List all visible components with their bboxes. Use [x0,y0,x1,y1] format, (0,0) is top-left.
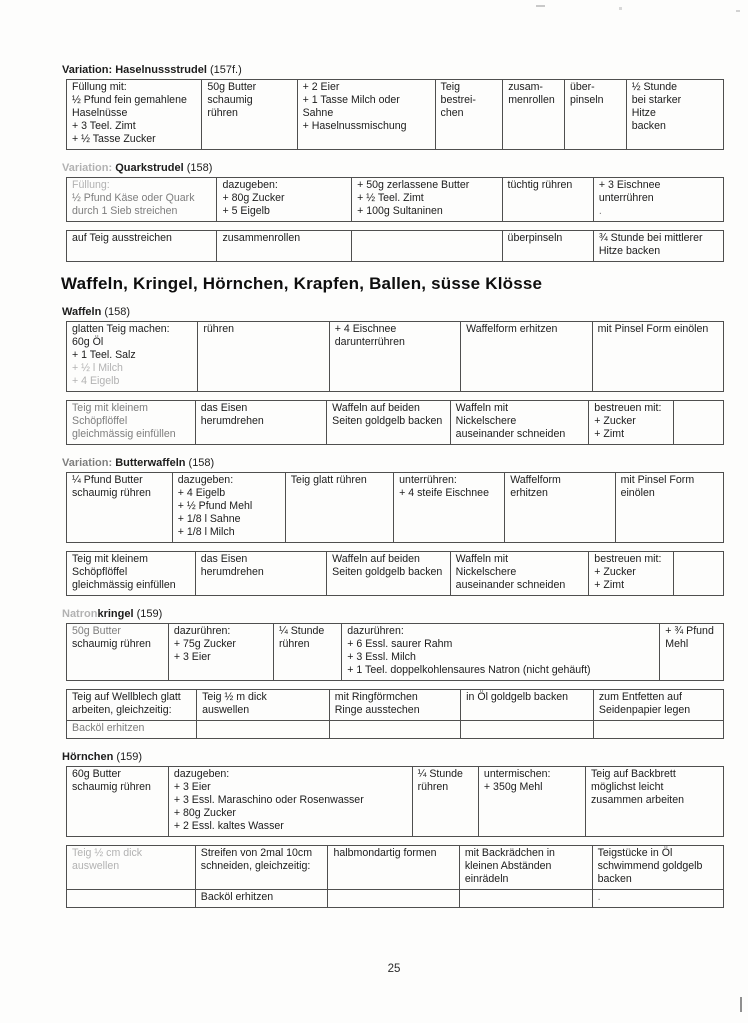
table-cell [329,322,460,392]
recipe-table [66,230,724,262]
cell-line: + 1/8 l Sahne [177,513,241,525]
cell-line: + 2 Essl. kaltes Wasser [173,820,284,832]
cell-line: Teig [440,81,460,93]
section-label [62,306,724,318]
table-body [67,231,724,262]
cell-line: Haselnüsse [72,107,128,119]
cell-line: Nickelschere [455,415,517,427]
table-cell [660,624,724,681]
cell-line: 50g Butter [72,625,121,637]
cell-line: Waffeln mit [455,402,509,414]
table-cell [67,767,169,837]
table-cell [502,178,593,222]
cell-line: + 2 Eier [302,81,340,93]
table-cell [586,767,724,837]
cell-line: Backöl erhitzen [72,722,145,734]
cell-line: + Zucker [594,566,636,578]
cell-line: das Eisen [200,402,248,414]
table-cell [435,80,503,150]
cell-line: schneiden, gleichzeitig: [200,860,311,872]
table-cell [67,690,197,721]
cell-line: auswellen [202,704,250,716]
table-body [67,401,724,445]
table-cell [168,767,412,837]
cell-line: zum Entfetten auf [598,691,682,703]
table-row [67,846,724,890]
table-row [67,552,724,596]
cell-line: auswellen [72,860,120,872]
recipe-section [62,162,724,262]
table-cell [589,552,674,596]
recipe-table [66,766,724,837]
cell-line: Teig ½ cm dick [72,847,143,859]
table-cell [67,473,173,543]
recipe-section [62,751,724,908]
section-label [62,64,724,76]
table-row [67,690,724,721]
cell-line: ½ Pfund fein gemahlene [72,94,187,106]
section-label-segment: (159) [116,751,143,763]
cell-line: halbmondartig formen [333,847,437,859]
table-body [67,846,724,908]
table-cell [327,401,451,445]
cell-line: 60g Butter [72,768,121,780]
cell-line: . [597,891,601,903]
cell-line: Waffeln mit [455,553,509,565]
table-cell [67,721,197,739]
main-heading: Waffeln, Kringel, Hörnchen, Krapfen, Ballen, süsse Klösse [61,274,543,293]
recipe-table [66,845,724,908]
section-label-segment: Variation: [62,457,116,469]
cell-line: schaumig rühren [72,487,151,499]
table-cell [67,178,217,222]
cell-line: Teig auf Wellblech glatt [72,691,181,703]
cell-line: zusammen arbeiten [591,794,685,806]
table-cell [593,721,723,739]
table-cell [592,322,723,392]
cell-line: + 1/8 l Milch [177,526,235,538]
table-cell [626,80,723,150]
table-cell [503,80,565,150]
cell-line: + Zimt [594,428,625,440]
cell-line: Nickelschere [455,566,517,578]
table-cell [589,401,674,445]
cell-line: + 350g Mehl [483,781,543,793]
cell-line: auseinander schneiden [455,428,566,440]
table-body [67,473,724,543]
table-cell [297,80,435,150]
table-cell [459,846,592,890]
table-cell [168,624,273,681]
cell-line: unterrühren [598,192,654,204]
table-cell [172,473,285,543]
table-row [67,231,724,262]
cell-line: auf Teig ausstreichen [72,232,172,244]
cell-line: Seiten goldgelb backen [332,566,443,578]
cell-line: + Zucker [594,415,636,427]
table-cell [564,80,626,150]
cell-line: Seiten goldgelb backen [332,415,443,427]
table-body [67,322,724,392]
cell-line: + 50g zerlassene Butter [357,179,470,191]
section-label [62,457,724,469]
cell-line: mit Pinsel Form [620,474,695,486]
recipe-table [66,551,724,596]
cell-line: + 80g Zucker [173,807,236,819]
section-label-segment: Hörnchen [62,751,117,763]
cell-line: in Öl goldgelb backen [466,691,569,703]
cell-line: + 1 Teel. Salz [72,349,136,361]
table-body [67,624,724,681]
cell-line: einölen [620,487,655,499]
cell-line: backen [631,120,666,132]
cell-line: 50g Butter [207,81,257,93]
table-cell [592,890,723,908]
recipe-table [66,400,724,445]
table-row [67,721,724,739]
cell-line: mit Pinsel Form einölen [597,323,709,335]
cell-line: das Eisen [200,553,248,565]
table-cell [592,846,723,890]
section-label-segment: (157f.) [209,64,242,76]
cell-line: Teig auf Backbrett [591,768,676,780]
cell-line: + 3 Teel. Zimt [72,120,136,132]
table-cell [67,624,169,681]
table-cell [67,80,202,150]
table-cell [217,231,352,262]
table-cell [217,178,352,222]
table-cell [394,473,505,543]
cell-line: + Zimt [594,579,625,591]
cell-line: + ½ l Milch [72,362,123,374]
cell-line: ½ Pfund Käse oder Quark [72,192,195,204]
table-cell [459,890,592,908]
cell-line: untermischen: [483,768,551,780]
cell-line: Waffelform erhitzen [466,323,558,335]
cell-line: + 3 Eier [173,781,211,793]
table-cell [461,690,594,721]
scan-artifact-right-edge-bottom [740,997,742,1012]
table-cell [195,846,328,890]
table-cell [412,767,478,837]
document-page [61,64,724,920]
cell-line: + 1 Teel. doppelkohlensaures Natron (nicht gehäuft) [347,664,591,676]
cell-line: . [598,205,602,217]
table-cell [202,80,297,150]
cell-line: herumdrehen [200,566,264,578]
section-label-segment: (158) [186,162,213,174]
table-cell [67,231,217,262]
table-cell [450,552,589,596]
table-cell [273,624,341,681]
cell-line: glatten Teig machen: [72,323,170,335]
cell-line: Seidenpapier legen [598,704,691,716]
cell-line: ½ Stunde [631,81,678,93]
table-cell [285,473,393,543]
cell-line: Ringe ausstechen [334,704,420,716]
table-cell [615,473,723,543]
table-row [67,890,724,908]
table-body [67,552,724,596]
cell-line: + 4 Eigelb [72,375,120,387]
table-body [67,690,724,739]
cell-line: mit Backrädchen in [464,847,555,859]
table-body [67,80,724,150]
table-cell [593,178,723,222]
cell-line: menrollen [508,94,555,106]
section-label [62,608,724,620]
table-cell [195,401,326,445]
table-row [67,401,724,445]
cell-line: + 3 Eier [173,651,211,663]
recipe-section [62,608,724,739]
table-cell [502,231,593,262]
cell-line: bestreuen mit: [594,553,662,565]
recipe-table [66,177,724,222]
recipe-table [66,79,724,150]
table-cell [327,552,451,596]
section-label-segment: Waffeln [62,306,105,318]
table-cell [352,178,502,222]
cell-line: durch 1 Sieb streichen [72,205,178,217]
cell-line: + 3 Essl. Milch [347,651,416,663]
cell-line: Hitze [631,107,656,119]
cell-line: + 4 Eigelb [177,487,226,499]
cell-line: möglichst leicht [591,781,664,793]
table-cell [329,690,460,721]
cell-line: dazugeben: [222,179,278,191]
cell-line: bestreuen mit: [594,402,662,414]
table-cell [67,552,196,596]
cell-line: + ½ Teel. Zimt [357,192,424,204]
recipe-section [62,457,724,596]
cell-line: über- [569,81,595,93]
table-cell [328,890,459,908]
cell-line: ¾ Stunde bei mittlerer [598,232,703,244]
cell-line: mit Ringförmchen [334,691,418,703]
cell-line: + 80g Zucker [222,192,285,204]
section-label-segment: kringel [97,608,137,620]
cell-line: rühren [203,323,235,335]
table-cell [195,552,326,596]
cell-line: Waffeln auf beiden [332,553,420,565]
cell-line: bei starker [631,94,682,106]
cell-line: Teig mit kleinem [72,553,148,565]
section-label-segment: (158) [188,457,215,469]
section-label-segment: (159) [136,608,163,620]
table-cell [674,552,724,596]
cell-line: rühren [207,107,238,119]
table-cell [197,690,330,721]
cell-line: Teig glatt rühren [290,474,367,486]
cell-line: schaumig rühren [72,638,151,650]
section-label-segment: Quarkstrudel [115,162,187,174]
recipe-section [62,306,724,445]
cell-line: kleinen Abständen [464,860,552,872]
cell-line: schaumig rühren [72,781,151,793]
section-label-segment: Haselnussstrudel [115,64,210,76]
table-cell [342,624,660,681]
section-label-segment: Variation: [62,64,116,76]
cell-line: einrädeln [464,873,509,885]
scan-artifact-top-speck [619,7,622,10]
cell-line: zusam- [508,81,543,93]
table-row [67,80,724,150]
cell-line: dazugeben: [173,768,230,780]
table-cell [461,322,592,392]
cell-line: + 5 Eigelb [222,205,270,217]
cell-line: ¼ Pfund Butter [72,474,143,486]
cell-line: gleichmässig einfüllen [72,428,176,440]
cell-line: schwimmend goldgelb [597,860,703,872]
cell-line: Streifen von 2mal 10cm [200,847,313,859]
cell-line: gleichmässig einfüllen [72,579,176,591]
recipe-table [66,689,724,739]
cell-line: + ½ Tasse Zucker [72,133,156,145]
cell-line: Waffeln auf beiden [332,402,420,414]
table-cell [67,401,196,445]
cell-line: dazurühren: [173,625,231,637]
cell-line: schaumig [207,94,253,106]
cell-line: Teig mit kleinem [72,402,148,414]
cell-line: Teigstücke in Öl [597,847,673,859]
section-label-segment: Butterwaffeln [115,457,189,469]
section-label-segment: Natron [62,608,98,620]
table-row [67,624,724,681]
table-cell [198,322,329,392]
section-label-segment: Variation: [62,162,116,174]
cell-line: Mehl [665,638,689,650]
recipe-section [62,64,724,150]
cell-line: dazugeben: [177,474,234,486]
recipe-table [66,321,724,392]
table-cell [674,401,724,445]
table-cell [593,690,723,721]
cell-line: Hitze backen [598,245,661,257]
cell-line: unterrühren: [399,474,457,486]
table-cell [505,473,615,543]
cell-line: überpinseln [507,232,563,244]
cell-line: Schöpflöffel [72,415,128,427]
cell-line: Füllung: [72,179,110,191]
table-row [67,322,724,392]
scan-artifact-top-dash [536,5,545,7]
cell-line: pinseln [569,94,604,106]
cell-line: bestrei- [440,94,476,106]
cell-line: + 3 Essl. Maraschino oder Rosenwasser [173,794,364,806]
cell-line: rühren [278,638,310,650]
table-row [67,178,724,222]
cell-line: + 6 Essl. saurer Rahm [347,638,453,650]
scan-artifact-right-edge-top [736,10,740,12]
table-cell [352,231,502,262]
section-label [62,751,724,763]
cell-line: + 4 steife Eischnee [399,487,489,499]
table-row [67,473,724,543]
cell-line: darunterrühren [334,336,405,348]
cell-line: herumdrehen [200,415,264,427]
cell-line: Schöpflöffel [72,566,128,578]
cell-line: Waffelform [510,474,561,486]
section-label-segment: (158) [104,306,131,318]
cell-line: zusammenrollen [222,232,301,244]
cell-line: + ¾ Pfund [665,625,714,637]
cell-line: + 75g Zucker [173,638,236,650]
table-body [67,767,724,837]
page-number: 25 [387,963,401,975]
table-cell [461,721,594,739]
cell-line: ¼ Stunde [278,625,325,637]
cell-line: arbeiten, gleichzeitig: [72,704,172,716]
cell-line: rühren [417,781,449,793]
cell-line: erhitzen [510,487,548,499]
cell-line: ¼ Stunde [417,768,463,780]
cell-line: + 3 Eischnee [598,179,661,191]
cell-line: Backöl erhitzen [200,891,274,903]
cell-line: + 4 Eischnee [334,323,397,335]
table-cell [197,721,330,739]
table-cell [478,767,585,837]
cell-line: 60g Öl [72,336,104,348]
cell-line: dazurühren: [347,625,404,637]
cell-line: + 1 Tasse Milch oder [302,94,400,106]
cell-line: + Haselnussmischung [302,120,407,132]
cell-line: tüchtig rühren [507,179,573,191]
table-cell [593,231,723,262]
cell-line: + 100g Sultaninen [357,205,443,217]
table-cell [328,846,459,890]
table-cell [450,401,589,445]
table-cell [195,890,328,908]
table-row [67,767,724,837]
cell-line: Teig ½ m dick [202,691,267,703]
cell-line: Füllung mit: [72,81,127,93]
cell-line: + ½ Pfund Mehl [177,500,253,512]
cell-line: auseinander schneiden [455,579,566,591]
table-cell [67,846,196,890]
table-body [67,178,724,222]
recipe-table [66,472,724,543]
table-cell [329,721,460,739]
section-label [62,162,724,174]
cell-line: Sahne [302,107,334,119]
cell-line: backen [597,873,632,885]
recipe-table [66,623,724,681]
cell-line: chen [440,107,464,119]
table-cell [67,890,196,908]
table-cell [67,322,198,392]
